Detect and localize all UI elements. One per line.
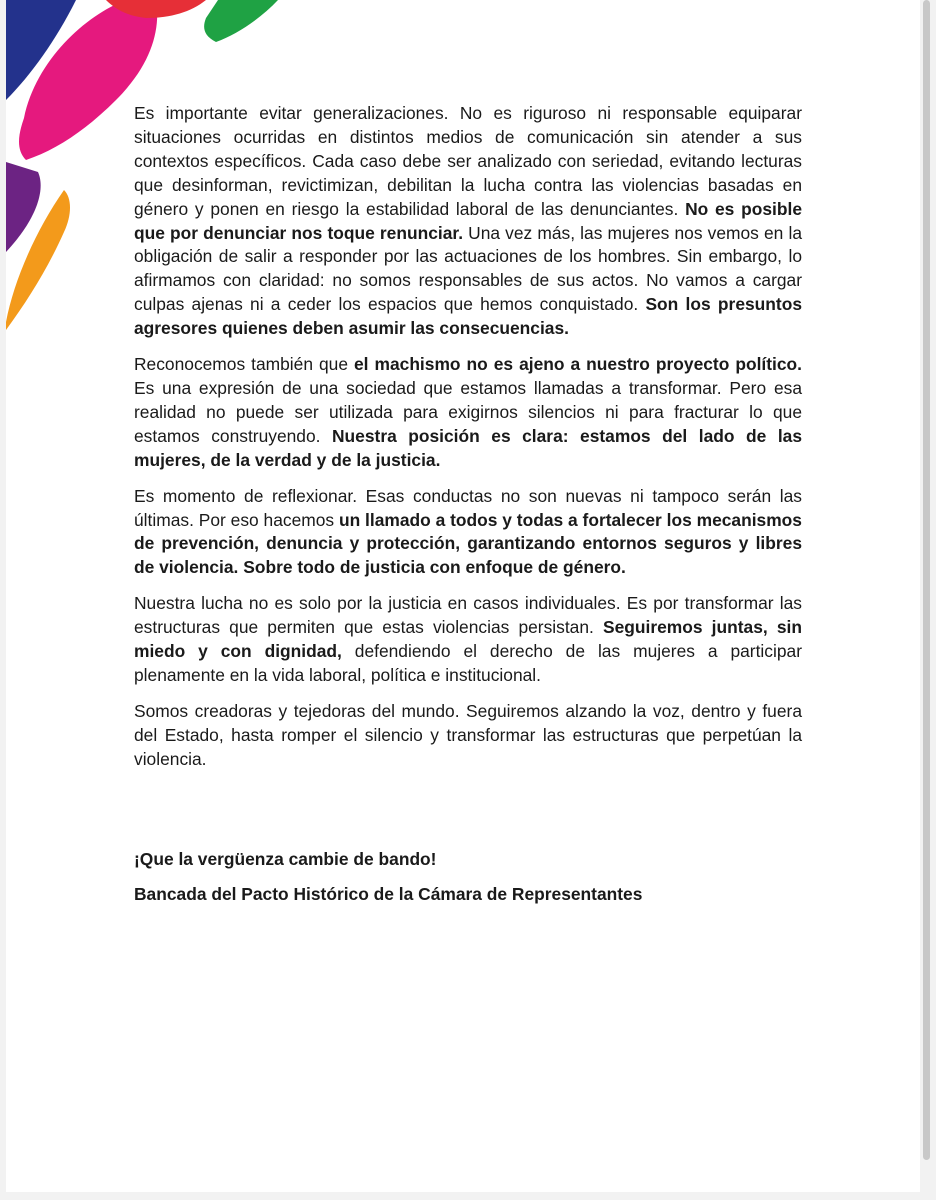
body-paragraph bbox=[134, 592, 802, 688]
bold-text-run: Seguiremos juntas, sin miedo y con dignidad, bbox=[134, 617, 802, 662]
bold-text-run: Son los presuntos agresores quienes deben asumir las consecuencias. bbox=[134, 294, 802, 339]
bold-text-run: Nuestra posición es clara: estamos del lado de las mujeres, de la verdad y de la justicia. bbox=[134, 425, 802, 470]
letter-closing bbox=[134, 848, 834, 918]
body-paragraph bbox=[134, 700, 802, 772]
text-run: Es importante evitar generalizaciones. No es riguroso ni responsable equiparar situaciones ocurridas en distintos medios de comunicación sin atender a sus contextos específicos. Cada caso debe ser analizado con seriedad, evitando lecturas que desinforman, revictimizan, debilitan la lucha contra las violencias basadas en género y ponen en riesgo la estabilidad laboral de las denunciantes. bbox=[134, 103, 802, 219]
text-run: Somos creadoras y tejedoras del mundo. Seguiremos alzando la voz, dentro y fuera del Estado, hasta romper el silencio y transformar las estructuras que perpetúan la violencia. bbox=[134, 700, 802, 769]
scrollbar[interactable] bbox=[923, 0, 930, 1160]
text-run: Reconocemos también que bbox=[134, 354, 355, 375]
text-run: Nuestra lucha no es solo por la justicia en casos individuales. Es por transformar las estructuras que permiten que estas violencias persistan. bbox=[134, 593, 802, 638]
letter-body bbox=[134, 102, 802, 784]
body-paragraph bbox=[134, 102, 802, 341]
green-shape bbox=[204, 0, 278, 42]
bold-text-run: No es posible que por denunciar nos toque renunciar. bbox=[134, 198, 802, 243]
body-paragraph bbox=[134, 485, 802, 581]
text-run: Es una expresión de una sociedad que estamos llamadas a transformar. Pero esa realidad no puede ser utilizada para exigirnos silencios ni para fracturar lo que estamos construyendo. bbox=[134, 377, 802, 446]
document-page bbox=[6, 0, 920, 1192]
bold-text-run: el machismo no es ajeno a nuestro proyecto político. bbox=[354, 354, 802, 375]
text-run: Es momento de reflexionar. Esas conductas no son nuevas ni tampoco serán las últimas. Por eso hacemos bbox=[134, 485, 802, 530]
body-paragraph bbox=[134, 353, 802, 473]
text-run: defendiendo el derecho de las mujeres a participar plenamente en la vida laboral, política e institucional. bbox=[134, 641, 802, 685]
text-run: Una vez más, las mujeres nos vemos en la obligación de salir a responder por las actuaciones de los hombres. Sin embargo, lo afirmamos con claridad: no somos responsables de sus actos. No vamos a cargar culpas ajenas ni a ceder los espacios que hemos conquistado. bbox=[134, 222, 803, 315]
closing-slogan: ¡Que la vergüenza cambie de bando! bbox=[134, 849, 437, 869]
bold-text-run: un llamado a todos y todas a fortalecer los mecanismos de prevención, denuncia y protección, garantizando entornos seguros y libres de violencia. Sobre todo de justicia con enfoque de género. bbox=[134, 509, 802, 578]
closing-signature: Bancada del Pacto Histórico de la Cámara de Representantes bbox=[134, 884, 643, 904]
